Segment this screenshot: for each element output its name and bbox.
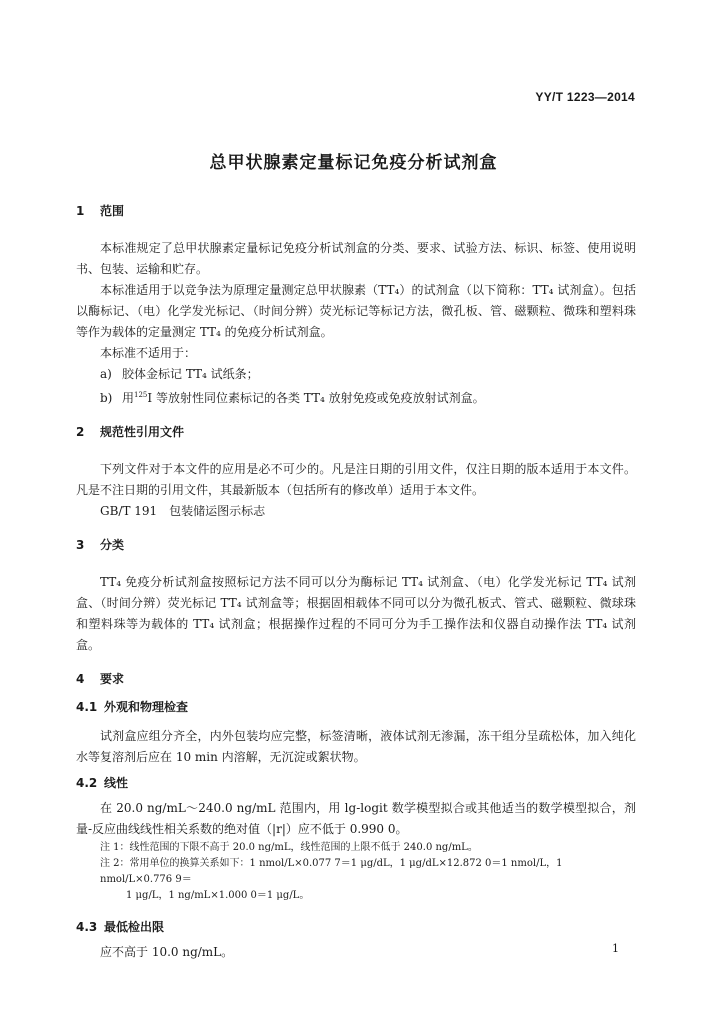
paragraph: 下列文件对于本文件的应用是必不可少的。凡是注日期的引用文件，仅注日期的版本适用于本文件。凡是不注日期的引用文件，其最新版本（包括所有的修改单）适用于本文件。 [76,462,636,497]
list-text-pre: 用 [122,391,135,405]
paragraph: 应不高于 10.0 ng/mL。 [100,945,234,959]
section-4-2-heading [76,774,636,792]
section-number: 4.2 [76,776,98,790]
superscript: 125 [134,391,148,399]
section-title: 要求 [100,672,125,686]
section-number: 3 [76,538,85,552]
list-label: a) [100,367,112,381]
section-title: 外观和物理检查 [104,700,189,714]
section-title: 范围 [100,204,125,218]
section-title: 分类 [100,538,125,552]
section-title: 线性 [104,776,129,790]
document-title: 总甲状腺素定量标记免疫分析试剂盒 [209,153,498,173]
section-number: 4.3 [76,920,98,934]
note-2: 注 2：常用单位的换算关系如下：1 nmol/L×0.077 7＝1 μg/dL，1 μg/dL×12.872 0＝1 nmol/L，1 nmol/L×0.776 9＝ [100,858,563,885]
document-body [76,202,636,963]
list-item [76,364,636,385]
paragraph: 本标准不适用于： [100,346,197,360]
section-title: 规范性引用文件 [100,425,185,439]
paragraph: 试剂盒应组分齐全，内外包装均应完整，标签清晰，液体试剂无渗漏，冻干组分呈疏松体，加入纯化水等复溶剂后应在 10 min 内溶解，无沉淀或絮状物。 [76,729,636,764]
paragraph: 在 20.0 ng/mL～240.0 ng/mL 范围内，用 lg-logit 数学模型拟合或其他适当的数学模型拟合，剂量-反应曲线线性相关系数的绝对值（|r|）应不低于 0.990 0。 [76,801,636,836]
section-2-heading [76,423,636,441]
section-title: 最低检出限 [104,920,165,934]
note-1: 注 1：线性范围的下限不高于 20.0 ng/mL，线性范围的上限不低于 240.0 ng/mL。 [100,842,478,853]
reference-item: GB/T 191 包装储运图示标志 [100,504,266,518]
standard-code: YY/T 1223—2014 [535,90,635,104]
list-text: 胶体金标记 TT₄ 试纸条； [122,367,259,381]
section-number: 1 [76,204,85,218]
list-label: b) [100,391,113,405]
section-4-1-heading [76,698,636,716]
section-4-heading [76,670,636,688]
paragraph: 本标准规定了总甲状腺素定量标记免疫分析试剂盒的分类、要求、试验方法、标识、标签、使用说明书、包装、运输和贮存。 [76,241,636,276]
section-number: 4 [76,672,85,686]
paragraph: TT₄ 免疫分析试剂盒按照标记方法不同可以分为酶标记 TT₄ 试剂盒、（电）化学发光标记 TT₄ 试剂盒、（时间分辨）荧光标记 TT₄ 试剂盒等；根据固相载体不同可以分为微孔板式、管式、磁颗粒、微球珠和塑料珠等为载体的 TT₄ 试剂盒；根据操作过程的不同可分为手工操作法和仪器自动操作法 TT₄ 试剂盒。 [76,575,636,652]
note-2-continued: 1 μg/L，1 ng/mL×1.000 0＝1 μg/L。 [126,890,310,901]
section-3-heading [76,536,636,554]
section-1-heading [76,202,636,220]
list-text-post: I 等放射性同位素标记的各类 TT₄ 放射免疫或免疫放射试剂盒。 [147,391,485,405]
section-number: 2 [76,425,85,439]
section-number: 4.1 [76,700,98,714]
paragraph: 本标准适用于以竞争法为原理定量测定总甲状腺素（TT₄）的试剂盒（以下简称：TT₄ 试剂盒）。包括以酶标记、（电）化学发光标记、（时间分辨）荧光标记等标记方法，微孔板、管、磁颗粒、微珠和塑料珠等作为载体的定量测定 TT₄ 的免疫分析试剂盒。 [76,283,636,339]
list-item [76,385,636,409]
section-4-3-heading [76,918,636,936]
page-number: 1 [612,942,619,955]
